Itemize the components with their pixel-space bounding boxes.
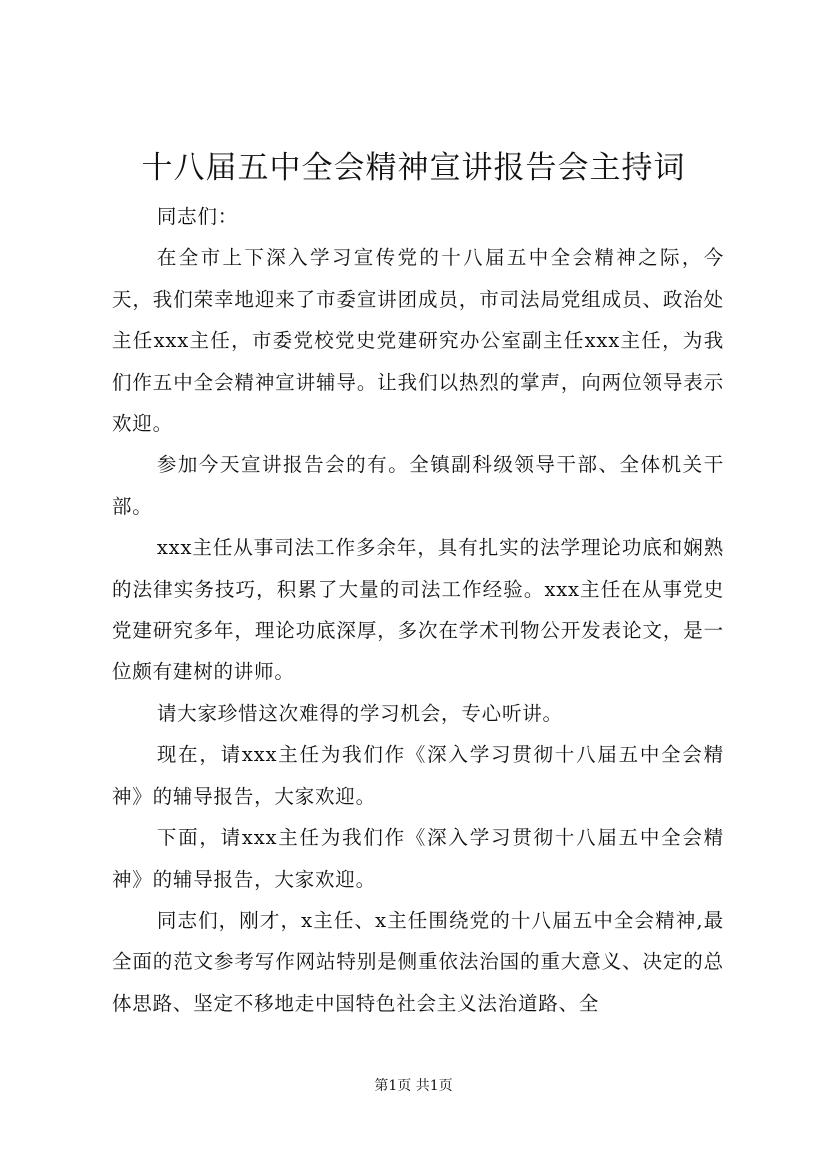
paragraph-speaker-intro: xxx主任从事司法工作多余年，具有扎实的法学理论功底和娴熟的法律实务技巧，积累了大量的司法工作经验。xxx主任在从事党史党建研究多年，理论功底深厚，多次在学术刊物公开发表论文，是一位颇有建树的讲师。	[112, 536, 724, 684]
document-body	[112, 196, 724, 1024]
paragraph-summary: 同志们，刚才，x主任、x主任围绕党的十八届五中全会精神,最全面的范文参考写作网站特别是侧重依法治国的重大意义、决定的总体思路、坚定不移地走中国特色社会主义法治道路、全	[112, 908, 724, 1015]
page-number-footer: 第1页 共1页	[374, 1078, 453, 1094]
document-title: 十八届五中全会精神宣讲报告会主持词	[141, 150, 686, 186]
paragraph-greeting: 同志们：	[156, 205, 239, 228]
paragraph-attendees: 参加今天宣讲报告会的有。全镇副科级领导干部、全体机关干部。	[112, 453, 724, 518]
paragraph-request: 请大家珍惜这次难得的学习机会，专心听讲。	[156, 701, 563, 725]
paragraph-second-speaker: 下面，请xxx主任为我们作《深入学习贯彻十八届五中全会精神》的辅导报告，大家欢迎。	[112, 826, 724, 891]
paragraph-first-speaker: 现在，请xxx主任为我们作《深入学习贯彻十八届五中全会精神》的辅导报告，大家欢迎。	[112, 743, 724, 808]
paragraph-welcome: 在全市上下深入学习宣传党的十八届五中全会精神之际，今天，我们荣幸地迎来了市委宣讲团成员，市司法局党组成员、政治处主任xxx主任，市委党校党史党建研究办公室副主任xxx主任，为我们作五中全会精神宣讲辅导。让我们以热烈的掌声，向两位领导表示欢迎。	[112, 246, 724, 436]
